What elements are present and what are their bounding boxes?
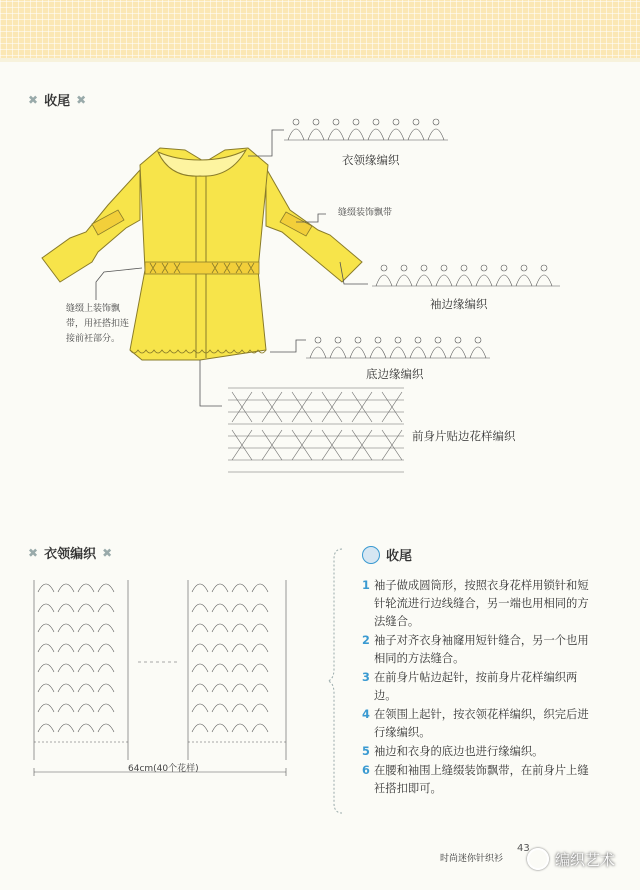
label-hem-edge: 底边缘编织: [366, 367, 424, 381]
page-number: 43: [517, 843, 530, 854]
label-collar-edge: 衣领缘编织: [342, 153, 400, 167]
wechat-logo-icon: [527, 848, 549, 870]
cross-icon: ✖: [76, 92, 87, 107]
collar-width-dimension: 64cm(40个花样): [128, 764, 199, 774]
step-item: 5 袖边和衣身的底边也进行缘编织。: [362, 745, 544, 758]
book-title: 时尚迷你针织衫: [440, 854, 504, 864]
section-heading-finishing: ✖ 收尾 ✖: [28, 92, 87, 109]
cross-icon: ✖: [102, 545, 113, 560]
step-item: 6 在腰和袖围上缝缀装饰飘带，在前身片上缝衽搭扣即可。: [362, 764, 589, 795]
label-ribbon: 缝缀装饰飘带: [338, 208, 393, 218]
step-item: 2 袖子对齐衣身袖窿用短针缝合，另一个也用相同的方法缝合。: [362, 634, 589, 665]
label-front-band: 前身片贴边花样编织: [412, 429, 516, 443]
collar-crochet-chart: [28, 570, 328, 790]
bracket-divider: [328, 545, 348, 815]
section-heading-collar: ✖ 衣领编织 ✖: [28, 545, 113, 562]
flower-icon: [362, 546, 380, 564]
ribbon-note: 缝缀上装饰飘 带，用衽搭扣连 接前衽部分。: [66, 304, 130, 344]
step-item: 4 在领围上起针，按衣领花样编织，织完后进行缘编织。: [362, 708, 589, 739]
cross-icon: ✖: [28, 92, 39, 107]
step-item: 3 在前身片帖边起针，按前身片花样编织两边。: [362, 671, 578, 702]
label-sleeve-edge: 袖边缘编织: [430, 297, 488, 311]
cross-icon: ✖: [28, 545, 39, 560]
step-item: 1 袖子做成圆筒形，按照衣身花样用锁针和短针轮流进行边线缝合，另一端也用相同的方法缝合。: [362, 579, 589, 628]
watermark: 编织艺术: [527, 848, 615, 870]
finishing-heading: 收尾: [362, 545, 412, 564]
finishing-steps-list: [362, 577, 592, 799]
